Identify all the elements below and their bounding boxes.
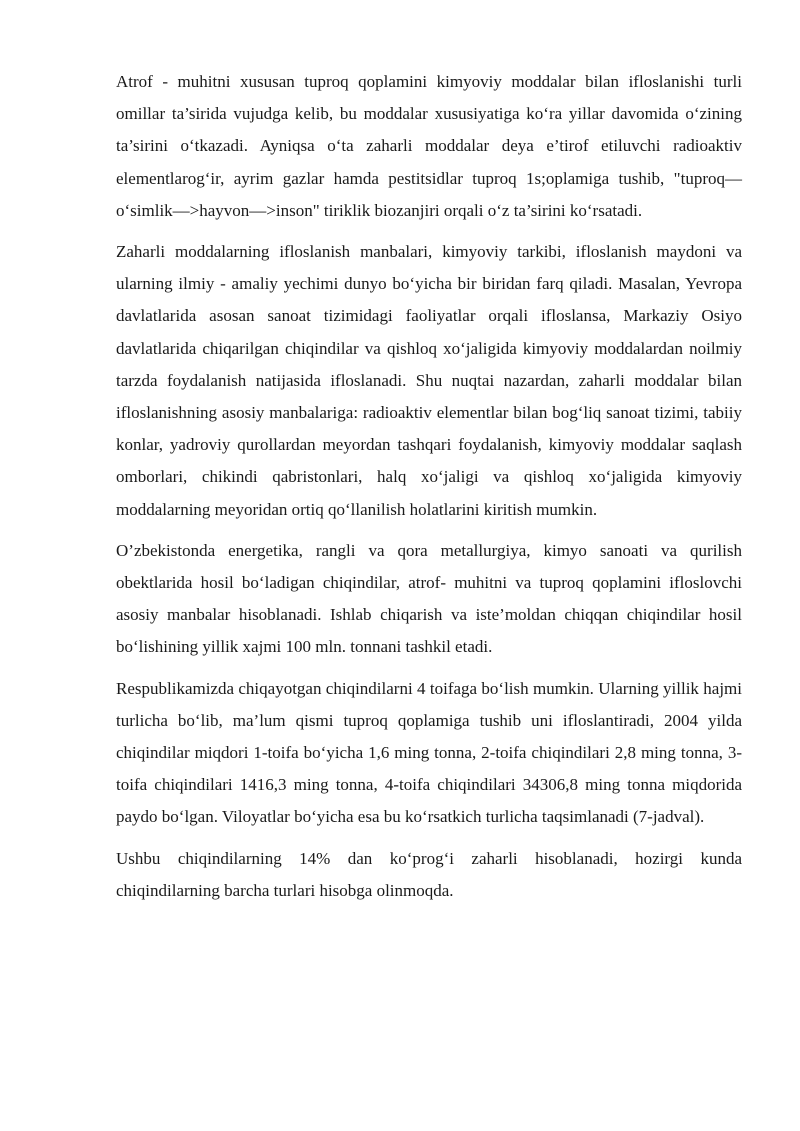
paragraph-1: Atrof - muhitni xususan tuproq qoplamini kimyoviy moddalar bilan ifloslanishi turli omillar ta’sirida vujudga kelib, bu moddalar xususiyatiga ko‘ra yillar davomida o‘zining ta’sirini o‘tkazadi. Ayniqsa o‘ta zaharli moddalar deya e’tirof etiluvchi radioaktiv elementlarog‘ir, ayrim gazlar hamda pestitsidlar tuproq 1s;oplamiga tushib, "tuproq—o‘simlik—>hayvon—>inson" tiriklik biozanjiri orqali o‘z ta’sirini ko‘rsatadi.: [116, 72, 742, 220]
document-body: [116, 66, 742, 916]
paragraph-3: O’zbekistonda energetika, rangli va qora metallurgiya, kimyo sanoati va qurilish obektlarida hosil bo‘ladigan chiqindilar, atrof- muhitni va tuproq qoplamini ifloslovchi asosiy manbalar hisoblanadi. Ishlab chiqarish va iste’moldan chiqqan chiqindilar hosil bo‘lishining yillik xajmi 100 mln. tonnani tashkil etadi.: [116, 540, 742, 657]
paragraph-4: Respublikamizda chiqayotgan chiqindilarni 4 toifaga bo‘lish mumkin. Ularning yillik hajmi turlicha bo‘lib, ma’lum qismi tuproq qoplamiga tushib uni ifloslantiradi, 2004 yilda chiqindilar miqdori 1-toifa bo‘yicha 1,6 ming tonna, 2-toifa chiqindilari 2,8 ming tonna, 3-toifa chiqindilari 1416,3 ming tonna, 4-toifa chiqindilari 34306,8 ming tonna miqdorida paydo bo‘lgan. Viloyatlar bo‘yicha esa bu ko‘rsatkich turlicha taqsimlanadi (7-jadval).: [116, 678, 742, 827]
paragraph-5: Ushbu chiqindilarning 14% dan ko‘prog‘i zaharli hisoblanadi, hozirgi kunda chiqindilarning barcha turlari hisobga olinmoqda.: [116, 848, 742, 900]
paragraph-2: Zaharli moddalarning ifloslanish manbalari, kimyoviy tarkibi, ifloslanish maydoni va ularning ilmiy - amaliy yechimi dunyo bo‘yicha bir biridan farq qiladi. Masalan, Yevropa davlatlarida asosan sanoat tizimidagi faoliyatlar orqali ifloslansa, Markaziy Osiyo davlatlarida chiqarilgan chiqindilar va qishloq xo‘jaligida kimyoviy moddalardan noilmiy tarzda foydalanish natijasida ifloslanadi. Shu nuqtai nazardan, zaharli moddalar bilan ifloslanishning asosiy manbalariga: radioaktiv elementlar bilan bog‘liq sanoat tizimi, tabiiy konlar, yadroviy qurollardan meyordan tashqari foydalanish, kimyoviy moddalar saqlash omborlari, chikindi qabristonlari, halq xo‘jaligi va qishloq xo‘jaligida kimyoviy moddalarning meyoridan ortiq qo‘llanilish holatlarini kiritish mumkin.: [116, 242, 742, 519]
